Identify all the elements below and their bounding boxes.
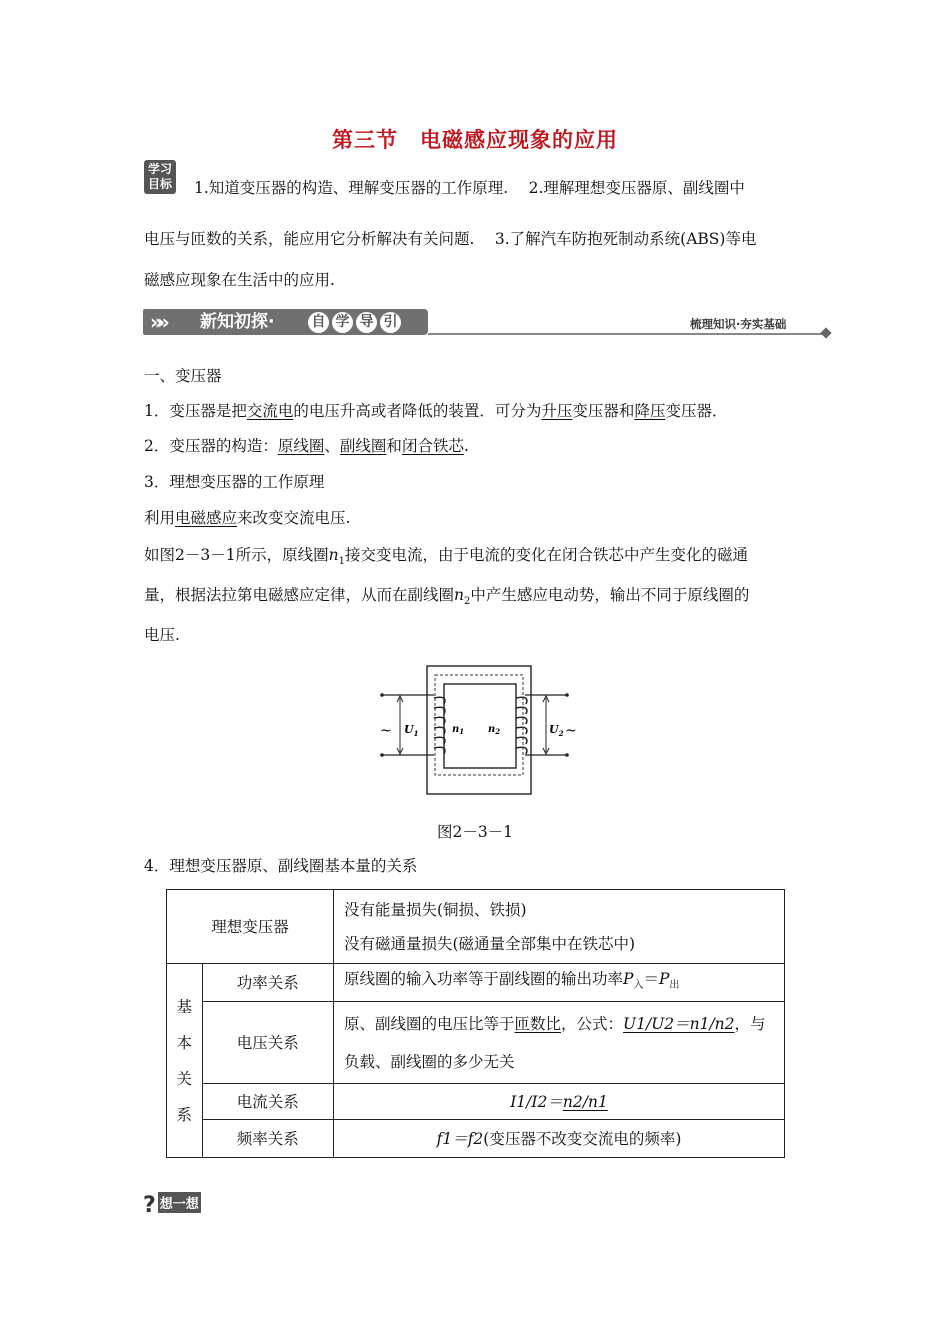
table-row [167, 1002, 785, 1084]
power-label: 功率关系 [202, 964, 333, 1002]
objectives-line-1: 1.知道变压器的构造、理解变压器的工作原理. 2.理解理想变压器原、副线圈中 [194, 179, 745, 197]
learning-objectives-badge: 学习 目标 [144, 160, 176, 194]
power-text: 原线圈的输入功率等于副线圈的输出功率$P_入=P_出$ [334, 964, 785, 1002]
objectives-line-2: 电压与匝数的关系，能应用它分析解决有关问题. 3.了解汽车防抱死制动系统(ABS)等电 [144, 230, 757, 248]
page-title [0, 124, 950, 154]
table-row [167, 890, 785, 964]
think-section [143, 1192, 201, 1218]
n1-label: $n_1$ [452, 724, 465, 736]
item-2: 2．变压器的构造：原线圈、副线圈和闭合铁芯. [144, 437, 469, 455]
table-row [167, 964, 785, 1002]
think-label: 想一想 [158, 1192, 201, 1213]
ideal-label: 理想变压器 [167, 890, 334, 964]
relation-table [166, 889, 785, 1158]
paragraph-line-1: 如图2－3－1所示，原线圈$n_1$接交变电流，由于电流的变化在闭合铁芯中产生变化的磁通 [144, 546, 748, 568]
primary-coil [434, 697, 445, 754]
banner-subtitle: 自 学 导 引 [308, 312, 404, 333]
n2-label: $n_2$ [488, 724, 501, 736]
u2-label: $U_2$ [549, 723, 564, 738]
paragraph-line-2: 量，根据法拉第电磁感应定律，从而在副线圈$n_2$中产生感应电动势，输出不同于原线圈的 [144, 586, 750, 608]
secondary-coil [516, 697, 527, 754]
banner-tagline: 梳理知识·夯实基础 [690, 317, 787, 331]
basic-relation-label: 基 本 关 系 [167, 964, 203, 1158]
question-icon: ? [143, 1193, 156, 1218]
chevron-icon: »» [150, 310, 164, 334]
section-4-heading: 4．理想变压器原、副线圈基本量的关系 [144, 857, 418, 875]
figure-caption: 图2－3－1 [436, 823, 514, 841]
item-1: 1．变压器是把交流电的电压升高或者降低的装置．可分为升压变压器和降压变压器． [144, 402, 728, 420]
objectives-line-3: 磁感应现象在生活中的应用. [144, 271, 335, 289]
transformer-diagram [370, 660, 590, 800]
ac-symbol-left: ~ [380, 723, 392, 739]
ac-symbol-right: ~ [565, 723, 577, 739]
section-heading: 一、变压器 [144, 367, 222, 385]
voltage-label: 电压关系 [202, 1002, 333, 1084]
table-row [167, 1120, 785, 1158]
ideal-description: 没有能量损失(铜损、铁损) 没有磁通量损失(磁通量全部集中在铁芯中) [334, 890, 785, 964]
table-row [167, 1084, 785, 1120]
current-label: 电流关系 [202, 1084, 333, 1120]
frequency-label: 频率关系 [202, 1120, 333, 1158]
diamond-icon [820, 327, 831, 338]
item-3-text: 利用电磁感应来改变交流电压. [144, 509, 351, 527]
current-formula: I1/I2＝n2/n1 [334, 1084, 785, 1120]
u1-label: $U_1$ [404, 723, 419, 738]
voltage-text: 原、副线圈的电压比等于匝数比，公式：U1/U2＝n1/n2，与 负载、副线圈的多少无关 [334, 1002, 785, 1084]
frequency-formula: f1＝f2(变压器不改变交流电的频率) [334, 1120, 785, 1158]
banner-title: 新知初探· [200, 312, 275, 332]
item-3: 3．理想变压器的工作原理 [144, 473, 325, 491]
title-topic: 电磁感应现象的应用 [420, 127, 618, 152]
paragraph-line-3: 电压. [144, 626, 180, 644]
title-section: 第三节 [332, 127, 398, 152]
banner-divider [428, 333, 826, 335]
